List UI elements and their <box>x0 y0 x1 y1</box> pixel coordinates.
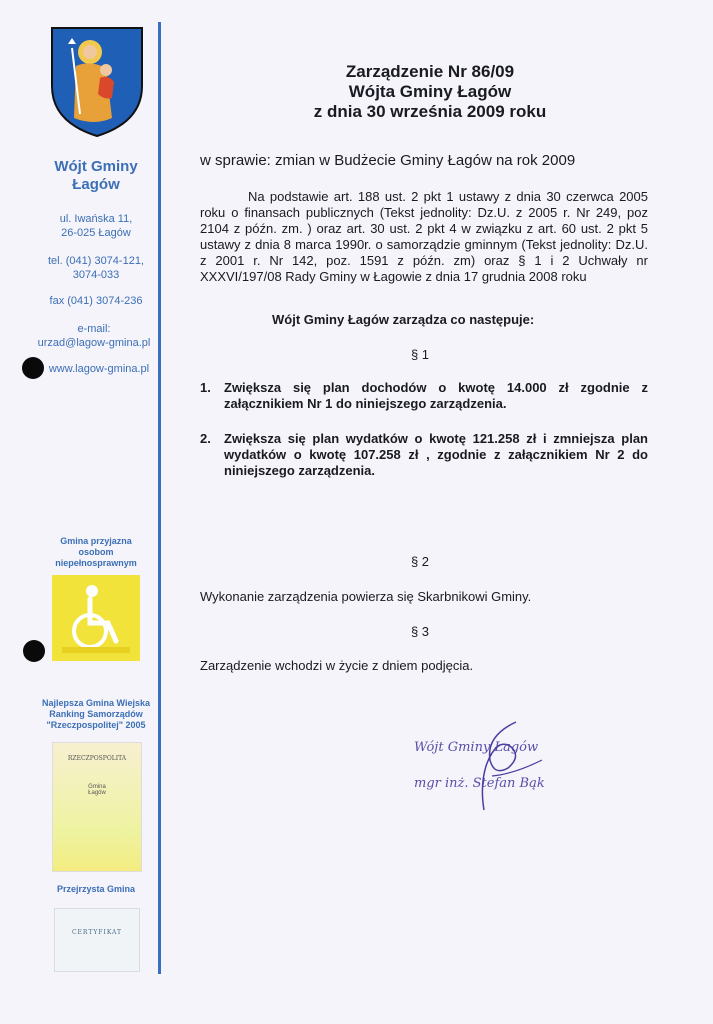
decree-issuer: Wójta Gminy Łagów <box>348 82 512 101</box>
award1-line3: niepełnosprawnym <box>55 558 137 568</box>
fax-number: fax (041) 3074-236 <box>49 295 143 307</box>
wheelchair-icon <box>52 575 140 661</box>
award2-line2: Ranking Samorządów <box>49 709 143 719</box>
award2-line3: "Rzeczpospolitej" 2005 <box>46 720 146 730</box>
diploma-line2: Łagów <box>88 790 106 796</box>
legal-basis: Na podstawie art. 188 ust. 2 pkt 1 ustawy z dnia 30 czerwca 2005 roku o finansach publicznych (Tekst jednolity: Dz.U. z 2005 r. Nr 249, poz 2104 z późn. zm. ) oraz art. 30 ust. 2 pkt 4 w związku z art. 60 ust. 2 pkt 5 ustawy z dnia 8 marca 1990r. o samorządzie gminnym (Tekst jednolity: Dz.U. z 2001 r. Nr 142, poz. 1591 z późn. zm) oraz § 1 i 2 Uchwały nr XXXVI/197/08 Rady Gminy w Łagowie z dnia 17 grudnia 2008 roku <box>200 189 648 284</box>
office-title-line1: Wójt Gminy <box>54 158 138 175</box>
phone-line2: 3074-033 <box>72 269 120 281</box>
phone-line1: tel. (041) 3074-121, <box>47 255 144 267</box>
email-label: e-mail: <box>77 323 111 335</box>
decree-number: Zarządzenie Nr 86/09 <box>345 62 515 81</box>
transparency-certificate <box>54 908 140 972</box>
email-address[interactable]: urzad@lagow-gmina.pl <box>37 337 151 349</box>
item2-number: 2. <box>200 431 211 446</box>
item2-text: Zwiększa się plan wydatków o kwotę 121.258 zł i zmniejsza plan wydatków o kwotę 107.258 zł , zgodnie z załącznikiem Nr 2 do niniejszego zarządzenia. <box>224 431 648 478</box>
section2-text: Wykonanie zarządzenia powierza się Skarbnikowi Gminy. <box>200 589 532 604</box>
item1-text: Zwiększa się plan dochodów o kwotę 14.000 zł zgodnie z załącznikiem Nr 1 do niniejszego zarządzenia. <box>224 380 648 411</box>
award3-label: Przejrzysta Gmina <box>56 884 136 894</box>
section1-heading: § 1 <box>410 347 430 362</box>
award2-line1: Najlepsza Gmina Wiejska <box>42 698 150 708</box>
award1-line2: osobom <box>78 547 114 557</box>
diploma-line1: Gmina <box>88 784 106 790</box>
coat-of-arms-icon <box>50 26 144 138</box>
decree-intro: Wójt Gminy Łagów zarządza co następuje: <box>272 312 535 327</box>
website-link[interactable]: www.lagow-gmina.pl <box>48 363 150 375</box>
certificate-label: CERTYFIKAT <box>71 929 123 936</box>
address-line2: 26-025 Łagów <box>61 227 131 239</box>
diploma-header: RZECZPOSPOLITA <box>67 755 127 762</box>
office-title-line2: Łagów <box>72 176 120 193</box>
section3-text: Zarządzenie wchodzi w życie z dniem podjęcia. <box>200 658 474 673</box>
award1-line1: Gmina przyjazna <box>60 536 132 546</box>
ranking-diploma <box>52 742 142 872</box>
item1-number: 1. <box>200 380 211 395</box>
accessibility-badge <box>52 575 140 661</box>
stamp-name: mgr inż. Stefan Bąk <box>414 776 545 791</box>
stamp-office: Wójt Gminy Łagów <box>414 740 539 755</box>
punch-hole-bottom <box>23 640 45 662</box>
address-line1: ul. Iwańska 11, <box>59 213 133 225</box>
handwritten-signature <box>456 716 556 816</box>
decree-subject: w sprawie: zmian w Budżecie Gminy Łagów na rok 2009 <box>200 152 576 169</box>
section2-heading: § 2 <box>410 554 430 569</box>
decree-date: z dnia 30 września 2009 roku <box>313 102 547 121</box>
section3-heading: § 3 <box>410 624 430 639</box>
